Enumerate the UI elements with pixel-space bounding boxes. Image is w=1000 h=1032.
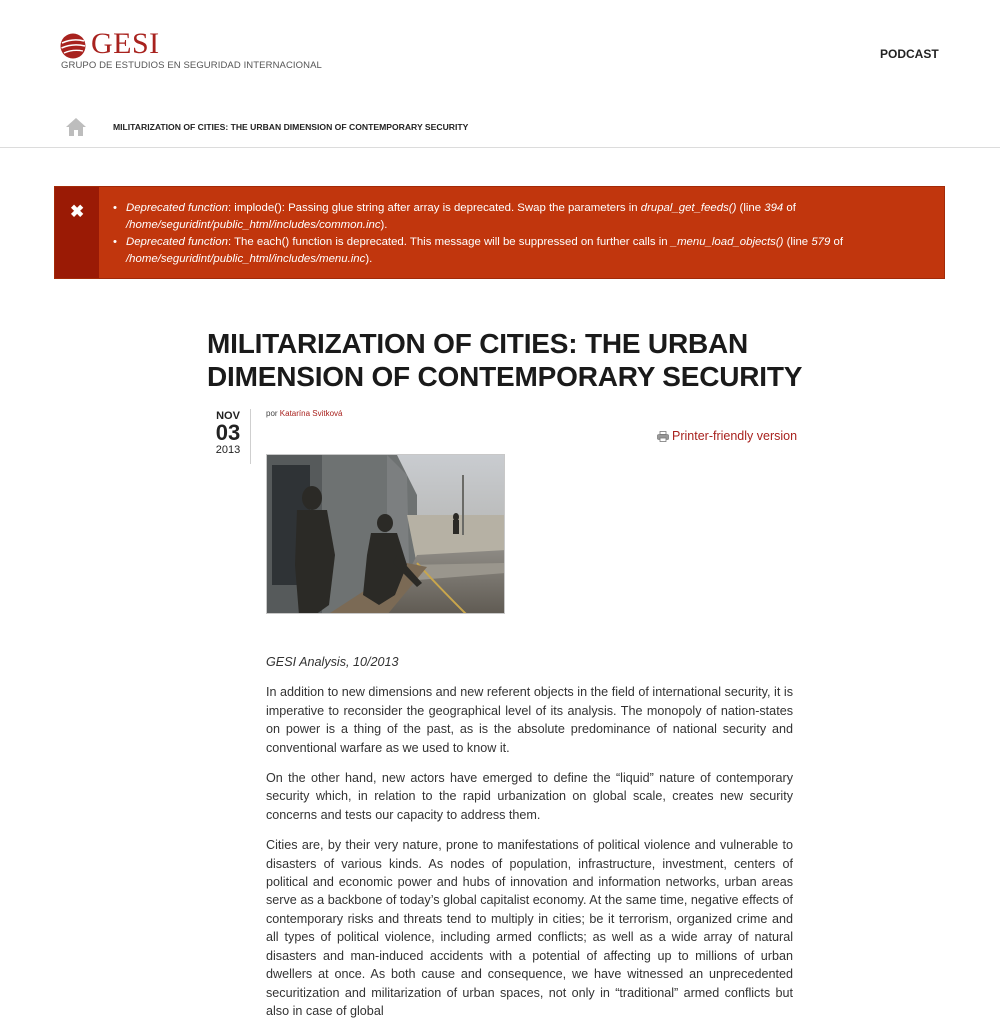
error-text: (line	[783, 236, 812, 248]
error-text: : The each() function is deprecated. This message will be suppressed on further calls in	[227, 236, 671, 248]
error-label: Deprecated function	[126, 236, 228, 248]
soldiers-photo	[267, 455, 505, 614]
error-path: /home/seguridint/public_html/includes/common.inc	[126, 219, 381, 231]
error-function: _menu_load_objects()	[670, 236, 784, 248]
post-date	[207, 409, 251, 464]
article-paragraph: On the other hand, new actors have emerged to define the “liquid” nature of contemporary security which, in relation to the rapid urbanization on global scale, creates new security concerns and tests our capacity to address them.	[266, 771, 793, 822]
site-logo[interactable]	[59, 27, 322, 75]
error-path: /home/seguridint/public_html/includes/menu.inc	[126, 253, 366, 265]
error-item	[114, 200, 849, 234]
logo-name: GESI	[91, 27, 160, 60]
error-line-number: 579	[811, 236, 831, 248]
error-item	[114, 234, 849, 268]
error-text: (line	[736, 202, 765, 214]
byline-prefix: por	[266, 409, 278, 418]
article-reference: GESI Analysis, 10/2013	[266, 655, 399, 669]
author-link[interactable]: Katarína Svitková	[279, 409, 343, 418]
error-text: of	[783, 202, 796, 214]
close-icon[interactable]: ✖	[70, 202, 85, 221]
article-paragraph: In addition to new dimensions and new referent objects in the field of international security, it is imperative to reconsider the geographical level of its analysis. The monopoly of nation-states on power is a thing of the past, as is the absolute predominance of national security and conventional warfare as we used to know it.	[266, 685, 793, 755]
globe-logo-icon	[59, 32, 87, 60]
printer-label: Printer-friendly version	[672, 429, 798, 443]
article-paragraph: Cities are, by their very nature, prone to manifestations of political violence and vulnerable to disasters of various kinds. As nodes of population, infrastructure, investment, centers of political and economic power and hubs of innovation and information networks, urban areas serve as a backbone of today’s global capitalist economy. At the same time, negative effects of contemporary risks and threats tend to multiply in cities; be it terrorism, organized crime and all types of political violence, including armed conflicts; as well as a wide array of natural disasters and man-induced accidents with a potential of affecting up to millions of urban dwellers at once. As both cause and consequence, we have witnessed an unprecedented securitization and militarization of urban spaces, not only in “traditional” armed conflicts but also in case of global	[266, 838, 793, 1018]
date-year: 2013	[215, 444, 241, 456]
error-function: drupal_get_feeds()	[640, 202, 737, 214]
error-list	[114, 200, 849, 268]
article-image	[266, 454, 505, 614]
error-text: of	[830, 236, 843, 248]
nav-podcast-link[interactable]: PODCAST	[880, 47, 939, 61]
error-sidebar	[55, 187, 99, 278]
home-icon[interactable]	[65, 117, 87, 137]
article-body	[266, 653, 793, 1032]
error-messages	[54, 186, 945, 279]
error-text: : implode(): Passing glue string after array is deprecated. Swap the parameters in	[227, 202, 641, 214]
error-text: ).	[365, 253, 373, 265]
site-header	[0, 0, 1000, 110]
error-text: ).	[380, 219, 388, 231]
printer-friendly-link[interactable]	[657, 429, 797, 443]
error-label: Deprecated function	[126, 202, 228, 214]
breadcrumb	[0, 110, 1000, 148]
date-day: 03	[215, 420, 241, 445]
logo-tagline: GRUPO DE ESTUDIOS EN SEGURIDAD INTERNACIONAL	[61, 60, 322, 71]
printer-icon	[657, 431, 669, 442]
byline	[266, 409, 343, 418]
error-line-number: 394	[764, 202, 784, 214]
date-month: NOV	[216, 410, 240, 422]
breadcrumb-current: MILITARIZATION OF CITIES: THE URBAN DIMENSION OF CONTEMPORARY SECURITY	[113, 122, 469, 132]
page-title: MILITARIZATION OF CITIES: THE URBAN DIMENSION OF CONTEMPORARY SECURITY	[207, 328, 803, 392]
